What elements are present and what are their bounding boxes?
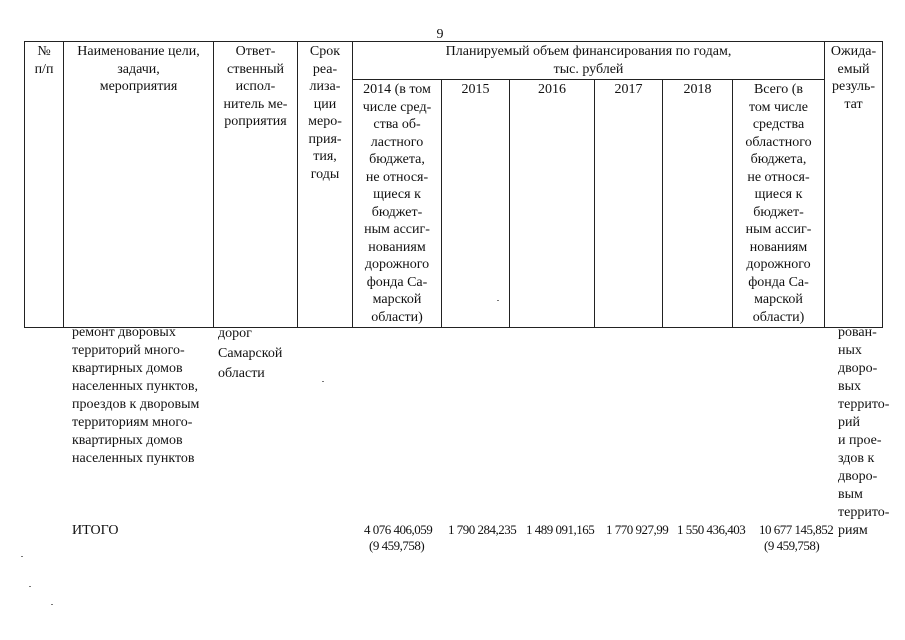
header-name (64, 42, 214, 328)
text-line: дворо- (838, 361, 878, 376)
header-funding-text (355, 43, 822, 78)
header-result (825, 42, 883, 328)
text-line: бюджета, (369, 152, 425, 167)
text-line: дорожного (746, 257, 811, 272)
header-2017: 2017 (595, 80, 663, 328)
total-2016: 1 489 091,165 (526, 522, 595, 537)
text-line: области (218, 366, 265, 381)
text-line: ственный (227, 61, 284, 77)
scan-speck (497, 300, 499, 301)
header-2015: 2015 (442, 80, 510, 328)
text-line: нитель ме- (223, 96, 288, 112)
header-table (24, 41, 883, 328)
text-line: 2014 (в том (363, 82, 431, 97)
text-line: риям (838, 523, 868, 538)
row-responsible (218, 324, 302, 384)
text-line: мероприятия (99, 79, 178, 94)
header-2016: 2016 (510, 80, 595, 328)
scan-speck (51, 604, 53, 605)
text-line: марской (754, 292, 803, 307)
text-line: населенных пунктов (72, 451, 195, 466)
text-line: бюджета, (750, 152, 807, 167)
text-line: ластного (370, 134, 424, 150)
text-line: испол- (235, 79, 276, 94)
text-line: Самарской (218, 346, 283, 361)
header-funding (353, 42, 825, 80)
text-line: областного (745, 134, 812, 150)
row-result (838, 324, 898, 540)
text-line: емый (837, 61, 870, 77)
text-line: тыс. рублей (553, 61, 624, 77)
text-line: прия- (308, 131, 342, 147)
text-line: здов к (838, 451, 875, 466)
text-line: числе сред- (362, 99, 432, 115)
text-line: квартирных домов (72, 361, 183, 376)
text-line: не относя- (365, 169, 429, 185)
text-line: ным ассиг- (745, 222, 812, 237)
header-2014-text (355, 81, 439, 326)
scan-speck (322, 381, 324, 382)
text-line: территориям много- (72, 415, 193, 430)
header-result-text (827, 43, 880, 113)
text-line: ции (313, 96, 337, 112)
text-line: вым (838, 487, 863, 502)
scan-speck (21, 556, 23, 557)
total-label: ИТОГО (72, 523, 119, 538)
total-2017: 1 770 927,99 (606, 522, 669, 537)
header-responsible-text (216, 43, 295, 131)
total-2015: 1 790 284,235 (448, 522, 517, 537)
text-line: Срок (309, 44, 341, 59)
text-line: вых (838, 379, 862, 394)
header-total (733, 80, 825, 328)
text-line: дорожного (364, 257, 430, 272)
text-line: ных (838, 343, 862, 358)
text-line: средства (752, 117, 805, 132)
text-line: населенных пунктов, (72, 379, 199, 394)
text-line: резуль- (831, 79, 876, 94)
text-line: террито- (838, 505, 890, 520)
text-line: фонда Са- (366, 274, 428, 290)
text-line: Наименование цели, (77, 44, 200, 59)
text-line: бюджет- (371, 204, 423, 220)
text-line: квартирных домов (72, 433, 183, 448)
header-term-text (300, 43, 350, 183)
total-all: 10 677 145,852 (759, 522, 834, 537)
header-2014 (353, 80, 442, 328)
text-line: марской (372, 292, 422, 307)
row-name (72, 324, 222, 468)
text-line: роприятия (224, 114, 287, 129)
text-line: тат (844, 96, 863, 112)
text-line: ства об- (373, 117, 421, 132)
total-2014-sub: (9 459,758) (369, 538, 425, 553)
text-line: проездов к дворовым (72, 397, 200, 412)
text-line: не относя- (747, 169, 810, 185)
text-line: том числе (749, 99, 808, 115)
text-line: дорог (218, 326, 252, 341)
header-num-text (27, 43, 61, 78)
text-line: Ожида- (830, 44, 877, 59)
text-line: дворо- (838, 469, 878, 484)
text-line: террито- (838, 397, 890, 412)
text-line: Планируемый объем финансирования по годам, (445, 44, 732, 59)
text-line: Ответ- (235, 44, 276, 59)
text-line: годы (310, 166, 340, 182)
header-2018: 2018 (663, 80, 733, 328)
header-term (298, 42, 353, 328)
total-2018: 1 550 436,403 (677, 522, 746, 537)
text-line: области) (371, 309, 423, 325)
text-line: № (37, 44, 51, 59)
text-line: и прое- (838, 433, 882, 448)
text-line: лиза- (309, 79, 341, 94)
text-line: нованиям (749, 239, 808, 255)
text-line: реа- (312, 61, 338, 77)
text-line: фонда Са- (748, 274, 809, 290)
text-line: бюджет- (753, 204, 804, 220)
text-line: нованиям (368, 239, 426, 255)
scan-speck (29, 586, 31, 587)
text-line: рий (838, 415, 860, 430)
header-name-text (66, 43, 211, 96)
text-line: Всего (в (753, 82, 804, 97)
text-line: задачи, (117, 61, 160, 77)
header-responsible (214, 42, 298, 328)
text-line: территорий много- (72, 343, 185, 358)
total-all-sub: (9 459,758) (764, 538, 820, 553)
text-line: тия, (313, 149, 337, 164)
text-line: рован- (838, 325, 877, 340)
text-line: ным ассиг- (364, 222, 430, 237)
header-num (25, 42, 64, 328)
text-line: щиеся к (373, 187, 421, 202)
header-total-text (735, 81, 822, 326)
text-line: щиеся к (754, 187, 803, 202)
text-line: меро- (308, 114, 342, 129)
text-line: области) (752, 309, 805, 325)
text-line: ремонт дворовых (72, 325, 176, 340)
page-number: 9 (436, 27, 444, 42)
text-line: п/п (34, 61, 54, 77)
total-2014: 4 076 406,059 (364, 522, 433, 537)
